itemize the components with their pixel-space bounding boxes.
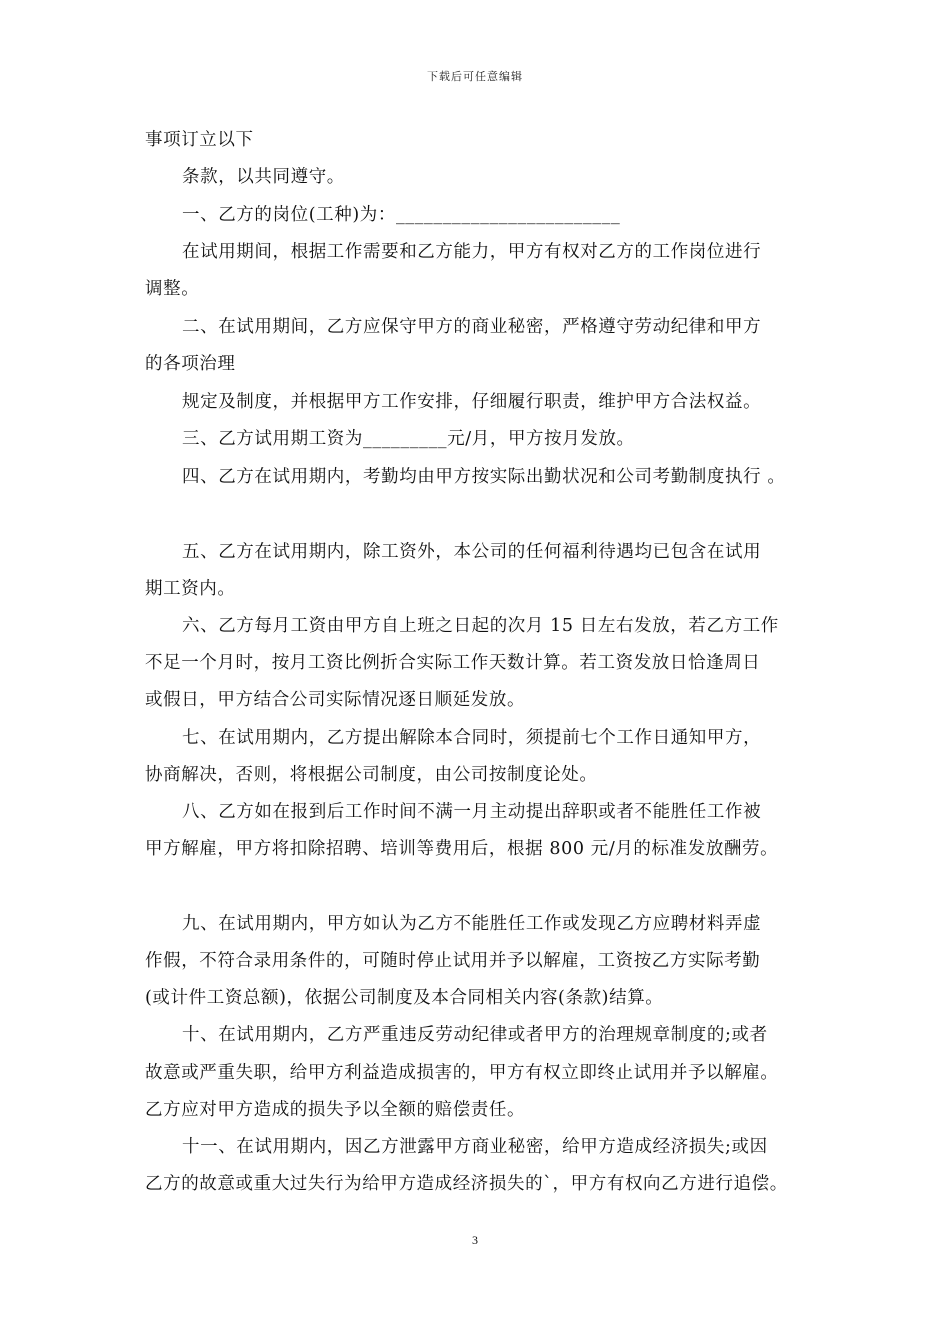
text-line: 或假日，甲方结合公司实际情况逐日顺延发放。 bbox=[145, 690, 526, 710]
text-line: 协商解决，否则，将根据公司制度，由公司按制度论处。 bbox=[145, 765, 598, 785]
text-line: 七、在试用期内，乙方提出解除本合同时，须提前七个工作日通知甲方， bbox=[182, 728, 762, 748]
text-line: 规定及制度，并根据甲方工作安排，仔细履行职责，维护甲方合法权益。 bbox=[182, 392, 762, 412]
text-line: 作假，不符合录用条件的，可随时停止试用并予以解雇，工资按乙方实际考勤 bbox=[145, 951, 761, 971]
text-line: 在试用期间，根据工作需要和乙方能力，甲方有权对乙方的工作岗位进行 bbox=[182, 242, 762, 262]
text-line: 九、在试用期内，甲方如认为乙方不能胜任工作或发现乙方应聘材料弄虚 bbox=[182, 914, 762, 934]
text-line: 的各项治理 bbox=[145, 354, 236, 374]
text-line: 十、在试用期内，乙方严重违反劳动纪律或者甲方的治理规章制度的;或者 bbox=[182, 1025, 768, 1045]
text-line: 八、乙方如在报到后工作时间不满一月主动提出辞职或者不能胜任工作被 bbox=[182, 802, 762, 822]
text-line: 六、乙方每月工资由甲方自上班之日起的次月 15 日左右发放，若乙方工作 bbox=[182, 616, 779, 636]
text-line: 调整。 bbox=[145, 279, 200, 299]
text-line: 四、乙方在试用期内，考勤均由甲方按实际出勤状况和公司考勤制度执行 。 bbox=[182, 467, 786, 487]
text-line: 三、乙方试用期工资为_________元/月，甲方按月发放。 bbox=[182, 429, 635, 449]
text-line: 二、在试用期间，乙方应保守甲方的商业秘密，严格遵守劳动纪律和甲方 bbox=[182, 317, 762, 337]
text-line: 不足一个月时，按月工资比例折合实际工作天数计算。若工资发放日恰逢周日 bbox=[145, 653, 761, 673]
text-line: 故意或严重失职，给甲方利益造成损害的，甲方有权立即终止试用并予以解雇。 bbox=[145, 1063, 779, 1083]
text-line: 一、乙方的岗位(工种)为：________________________ bbox=[182, 205, 621, 225]
text-line: 事项订立以下 bbox=[145, 130, 254, 150]
text-line: 期工资内。 bbox=[145, 579, 236, 599]
text-line: 五、乙方在试用期内，除工资外，本公司的任何福利待遇均已包含在试用 bbox=[182, 542, 762, 562]
text-line: 条款，以共同遵守。 bbox=[182, 167, 345, 187]
page-number: 3 bbox=[472, 1233, 478, 1247]
text-line: (或计件工资总额)，依据公司制度及本合同相关内容(条款)结算。 bbox=[145, 988, 664, 1008]
text-line: 十一、在试用期内，因乙方泄露甲方商业秘密，给甲方造成经济损失;或因 bbox=[182, 1137, 768, 1157]
page-header: 下载后可任意编辑 bbox=[427, 70, 523, 83]
text-line: 乙方的故意或重大过失行为给甲方造成经济损失的`，甲方有权向乙方进行追偿。 bbox=[145, 1174, 788, 1194]
text-line: 乙方应对甲方造成的损失予以全额的赔偿责任。 bbox=[145, 1100, 526, 1120]
text-line: 甲方解雇，甲方将扣除招聘、培训等费用后，根据 800 元/月的标准发放酬劳。 bbox=[145, 839, 779, 859]
